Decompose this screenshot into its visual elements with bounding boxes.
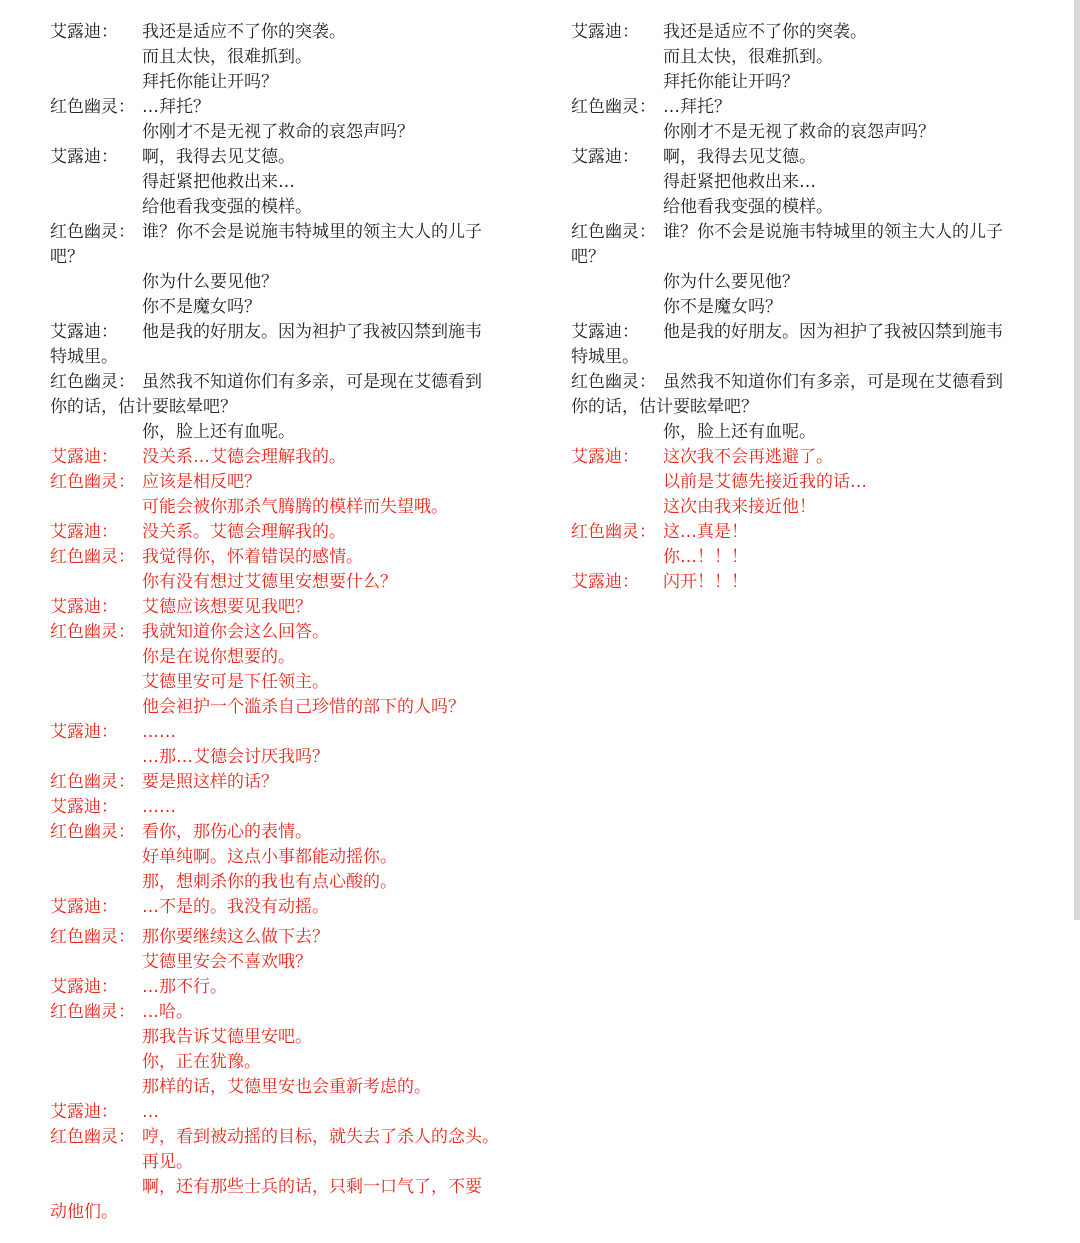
dialogue-text: 谁？你不会是说施韦特城里的领主大人的儿子 [142,222,482,242]
dialogue-text: 你，正在犹豫。 [142,1052,261,1072]
dialogue-text: …… [142,797,176,817]
dialogue-line [50,170,520,195]
dialogue-text: …拜托？ [663,97,731,117]
dialogue-line [571,570,1041,595]
dialogue-text: … [142,1102,159,1122]
speaker-name: 红色幽灵： [50,372,135,392]
dialogue-text: 你刚才不是无视了救命的哀怨声吗？ [663,122,935,142]
speaker-name: 红色幽灵： [50,822,135,842]
speaker-name: 艾露迪： [50,977,118,997]
dialogue-line [50,295,520,320]
dialogue-line [50,220,520,245]
dialogue-text: 你不是魔女吗？ [663,297,782,317]
speaker-name: 艾露迪： [571,572,639,592]
dialogue-line [571,320,1041,345]
dialogue-line [50,1150,520,1175]
speaker-name: 艾露迪： [571,22,639,42]
speaker-name: 红色幽灵： [50,1002,135,1022]
dialogue-column-right [571,20,1041,595]
dialogue-line [50,1175,520,1200]
dialogue-text: 他是我的好朋友。因为袒护了我被囚禁到施韦 [142,322,482,342]
speaker-name: 艾露迪： [50,1102,118,1122]
dialogue-text: 艾德应该想要见我吧？ [142,597,312,617]
dialogue-text: 应该是相反吧？ [142,472,261,492]
dialogue-line [571,545,1041,570]
dialogue-line [50,645,520,670]
dialogue-text: 哼，看到被动摇的目标，就失去了杀人的念头。 [142,1127,499,1147]
speaker-name: 红色幽灵： [571,372,656,392]
speaker-name: 红色幽灵： [571,522,656,542]
dialogue-text: 啊，我得去见艾德。 [663,147,816,167]
dialogue-text: 没关系。艾德会理解我的。 [142,522,346,542]
dialogue-text: 以前是艾德先接近我的话… [663,472,867,492]
dialogue-text: 拜托你能让开吗？ [663,72,799,92]
dialogue-line [50,620,520,645]
dialogue-text: 那我告诉艾德里安吧。 [142,1027,312,1047]
dialogue-line [50,925,520,950]
dialogue-line [50,1075,520,1100]
dialogue-text: 他会袒护一个滥杀自己珍惜的部下的人吗？ [142,697,465,717]
dialogue-line [50,420,520,445]
dialogue-text: 特城里。 [50,347,118,367]
speaker-name: 艾露迪： [50,722,118,742]
dialogue-text: 他是我的好朋友。因为袒护了我被囚禁到施韦 [663,322,1003,342]
dialogue-line [50,495,520,520]
dialogue-column-left [50,20,520,1225]
dialogue-line [50,370,520,395]
dialogue-line [50,845,520,870]
dialogue-text: 你不是魔女吗？ [142,297,261,317]
dialogue-line [50,520,520,545]
dialogue-text: 你…！！！ [663,547,748,567]
speaker-name: 艾露迪： [50,22,118,42]
speaker-name: 艾露迪： [571,147,639,167]
dialogue-line [571,420,1041,445]
dialogue-text: …哈。 [142,1002,193,1022]
speaker-name: 艾露迪： [50,797,118,817]
dialogue-text: 要是照这样的话？ [142,772,278,792]
dialogue-line [50,870,520,895]
dialogue-line [571,20,1041,45]
dialogue-text: 艾德里安会不喜欢哦？ [142,952,312,972]
dialogue-text: 那，想刺杀你的我也有点心酸的。 [142,872,397,892]
dialogue-text: 特城里。 [571,347,639,367]
scrollbar[interactable] [1074,0,1080,920]
dialogue-line [50,1125,520,1150]
speaker-name: 艾露迪： [571,447,639,467]
dialogue-line [50,670,520,695]
speaker-name: 艾露迪： [50,597,118,617]
dialogue-line [50,1100,520,1125]
dialogue-line [50,745,520,770]
dialogue-text: 闪开！！！ [663,572,748,592]
dialogue-line [50,195,520,220]
dialogue-text: 没关系…艾德会理解我的。 [142,447,346,467]
dialogue-text: 你是在说你想要的。 [142,647,295,667]
dialogue-text: 你的话，估计要眩晕吧？ [571,397,758,417]
dialogue-line [571,220,1041,245]
dialogue-text: 我就知道你会这么回答。 [142,622,329,642]
dialogue-text: …拜托？ [142,97,210,117]
dialogue-line [50,320,520,345]
dialogue-text: …… [142,722,176,742]
dialogue-text: 那样的话，艾德里安也会重新考虑的。 [142,1077,431,1097]
dialogue-text: 我还是适应不了你的突袭。 [663,22,867,42]
dialogue-line [571,395,1041,420]
dialogue-text: 你为什么要见他？ [663,272,799,292]
dialogue-line [50,95,520,120]
dialogue-line [571,145,1041,170]
dialogue-line [571,345,1041,370]
dialogue-text: 再见。 [142,1152,193,1172]
dialogue-text: 得赶紧把他救出来… [142,172,295,192]
dialogue-line [571,70,1041,95]
dialogue-text: 谁？你不会是说施韦特城里的领主大人的儿子 [663,222,1003,242]
dialogue-text: 拜托你能让开吗？ [142,72,278,92]
speaker-name: 红色幽灵： [50,97,135,117]
speaker-name: 艾露迪： [571,322,639,342]
dialogue-line [50,20,520,45]
dialogue-text: 吧？ [571,247,605,267]
dialogue-line [50,950,520,975]
dialogue-text: 得赶紧把他救出来… [663,172,816,192]
dialogue-line [571,495,1041,520]
speaker-name: 红色幽灵： [50,772,135,792]
dialogue-line [50,820,520,845]
dialogue-text: 你的话，估计要眩晕吧？ [50,397,237,417]
dialogue-line [50,120,520,145]
dialogue-text: 你，脸上还有血呢。 [663,422,816,442]
speaker-name: 艾露迪： [50,322,118,342]
dialogue-line [50,570,520,595]
dialogue-line [571,245,1041,270]
dialogue-line [50,795,520,820]
dialogue-text: 啊，我得去见艾德。 [142,147,295,167]
dialogue-line [50,695,520,720]
dialogue-line [50,1025,520,1050]
dialogue-line [571,170,1041,195]
dialogue-line [50,975,520,1000]
dialogue-text: 给他看我变强的模样。 [663,197,833,217]
speaker-name: 艾露迪： [50,447,118,467]
dialogue-line [50,895,520,920]
dialogue-text: 这次我不会再逃避了。 [663,447,833,467]
dialogue-text: 这…真是！ [663,522,748,542]
dialogue-text: 吧？ [50,247,84,267]
speaker-name: 红色幽灵： [50,472,135,492]
dialogue-text: 虽然我不知道你们有多亲，可是现在艾德看到 [663,372,1003,392]
dialogue-text: …那不行。 [142,977,227,997]
dialogue-line [50,395,520,420]
dialogue-line [50,1000,520,1025]
dialogue-text: 这次由我来接近他！ [663,497,816,517]
dialogue-line [571,45,1041,70]
dialogue-line [50,470,520,495]
speaker-name: 艾露迪： [50,522,118,542]
dialogue-line [571,445,1041,470]
dialogue-line [50,720,520,745]
dialogue-line [50,770,520,795]
dialogue-line [50,45,520,70]
dialogue-text: …不是的。我没有动摇。 [142,897,329,917]
dialogue-text: 啊，还有那些士兵的话，只剩一口气了，不要 [142,1177,482,1197]
speaker-name: 红色幽灵： [50,927,135,947]
dialogue-text: 看你，那伤心的表情。 [142,822,312,842]
dialogue-text: 我觉得你，怀着错误的感情。 [142,547,363,567]
dialogue-line [571,470,1041,495]
dialogue-line [50,70,520,95]
speaker-name: 红色幽灵： [50,222,135,242]
dialogue-text: …那…艾德会讨厌我吗？ [142,747,329,767]
dialogue-text: 你，脸上还有血呢。 [142,422,295,442]
dialogue-text: 可能会被你那杀气腾腾的模样而失望哦。 [142,497,448,517]
dialogue-line [571,270,1041,295]
speaker-name: 红色幽灵： [50,547,135,567]
speaker-name: 红色幽灵： [571,222,656,242]
dialogue-line [50,145,520,170]
dialogue-line [50,1200,520,1225]
dialogue-text: 你有没有想过艾德里安想要什么？ [142,572,397,592]
dialogue-line [50,345,520,370]
dialogue-text: 你刚才不是无视了救命的哀怨声吗？ [142,122,414,142]
dialogue-text: 我还是适应不了你的突袭。 [142,22,346,42]
dialogue-text: 而且太快，很难抓到。 [142,47,312,67]
dialogue-line [571,95,1041,120]
dialogue-text: 给他看我变强的模样。 [142,197,312,217]
dialogue-line [50,245,520,270]
dialogue-text: 动他们。 [50,1202,118,1222]
speaker-name: 红色幽灵： [571,97,656,117]
dialogue-text: 而且太快，很难抓到。 [663,47,833,67]
dialogue-text: 那你要继续这么做下去？ [142,927,329,947]
dialogue-line [50,445,520,470]
dialogue-line [50,595,520,620]
dialogue-text: 你为什么要见他？ [142,272,278,292]
speaker-name: 红色幽灵： [50,622,135,642]
dialogue-line [50,1050,520,1075]
speaker-name: 艾露迪： [50,897,118,917]
dialogue-line [571,520,1041,545]
dialogue-text: 艾德里安可是下任领主。 [142,672,329,692]
dialogue-text: 虽然我不知道你们有多亲，可是现在艾德看到 [142,372,482,392]
dialogue-line [571,370,1041,395]
speaker-name: 红色幽灵： [50,1127,135,1147]
dialogue-text: 好单纯啊。这点小事都能动摇你。 [142,847,397,867]
dialogue-line [571,195,1041,220]
dialogue-line [571,120,1041,145]
dialogue-line [50,545,520,570]
speaker-name: 艾露迪： [50,147,118,167]
dialogue-line [571,295,1041,320]
dialogue-line [50,270,520,295]
